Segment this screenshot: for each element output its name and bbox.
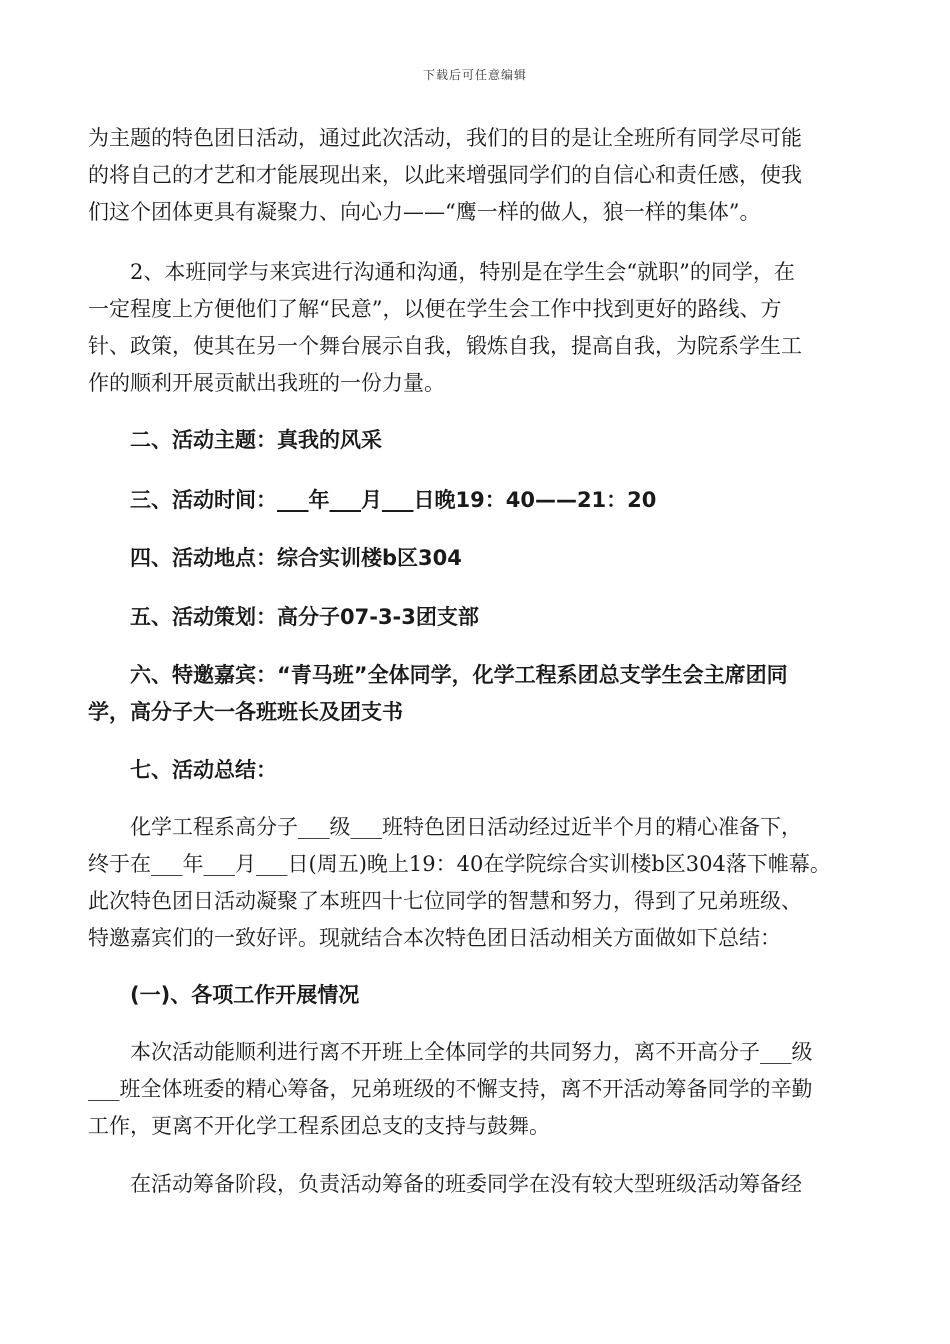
text-line: 在活动筹备阶段，负责活动筹备的班委同学在没有较大型班级活动筹备经 [88,1172,802,1196]
text-line: 特邀嘉宾们的一致好评。现就结合本次特色团日活动相关方面做如下总结： [88,926,781,950]
text-line: 此次特色团日活动凝聚了本班四十七位同学的智慧和努力，得到了兄弟班级、 [88,889,802,913]
paragraph-work-progress [88,1034,813,1145]
paragraph-purpose-2 [88,254,802,402]
paragraph-summary-intro [88,809,831,957]
text-line: 四、活动地点：综合实训楼b区304 [88,546,462,570]
text-line: 一定程度上方便他们了解“民意”，以便在学生会工作中找到更好的路线、方 [88,297,782,321]
text-line: 终于在___年___月___日(周五)晚上19：40在学院综合实训楼b区304落下帷幕。 [88,852,831,876]
heading-activity-time [88,482,656,519]
heading-work-progress [88,977,359,1014]
text-line: 的将自己的才艺和才能展现出来，以此来增强同学们的自信心和责任感，使我 [88,163,802,187]
heading-activity-location [88,540,462,577]
paragraph-preparation [88,1166,802,1203]
text-line: 七、活动总结： [88,758,277,782]
heading-special-guests [88,657,788,731]
text-line: 五、活动策划：高分子07-3-3团支部 [88,605,479,629]
text-line: 2、本班同学与来宾进行沟通和沟通，特别是在学生会“就职”的同学，在 [88,260,795,284]
text-line: 作的顺利开展贡献出我班的一份力量。 [88,371,445,395]
text-line: 工作，更离不开化学工程系团总支的支持与鼓舞。 [88,1114,550,1138]
text-line: 们这个团体更具有凝聚力、向心力——“鹰一样的做人，狼一样的集体”。 [88,200,761,224]
text-line: 为主题的特色团日活动，通过此次活动，我们的目的是让全班所有同学尽可能 [88,126,802,150]
text-line: 化学工程系高分子___级___班特色团日活动经过近半个月的精心准备下， [88,815,802,839]
text-line: (一)、各项工作开展情况 [88,983,360,1007]
text-line: 二、活动主题：真我的风采 [88,428,382,452]
heading-activity-theme [88,422,382,459]
paragraph-purpose-1 [88,120,802,231]
text-line: 三、活动时间：___年___月___日晚19：40——21：20 [88,488,657,512]
text-line: ___班全体班委的精心筹备，兄弟班级的不懈支持，离不开活动筹备同学的辛勤 [88,1077,813,1101]
text-line: 本次活动能顺利进行离不开班上全体同学的共同努力，离不开高分子___级 [88,1040,813,1064]
heading-activity-summary [88,752,277,789]
text-line: 六、特邀嘉宾：“青马班”全体同学，化学工程系团总支学生会主席团同 [88,663,788,687]
text-line: 学，高分子大一各班班长及团支书 [88,700,403,724]
page-header: 下载后可任意编辑 [422,68,527,82]
text-line: 针、政策，使其在另一个舞台展示自我，锻炼自我，提高自我，为院系学生工 [88,334,802,358]
heading-activity-planner [88,599,479,636]
